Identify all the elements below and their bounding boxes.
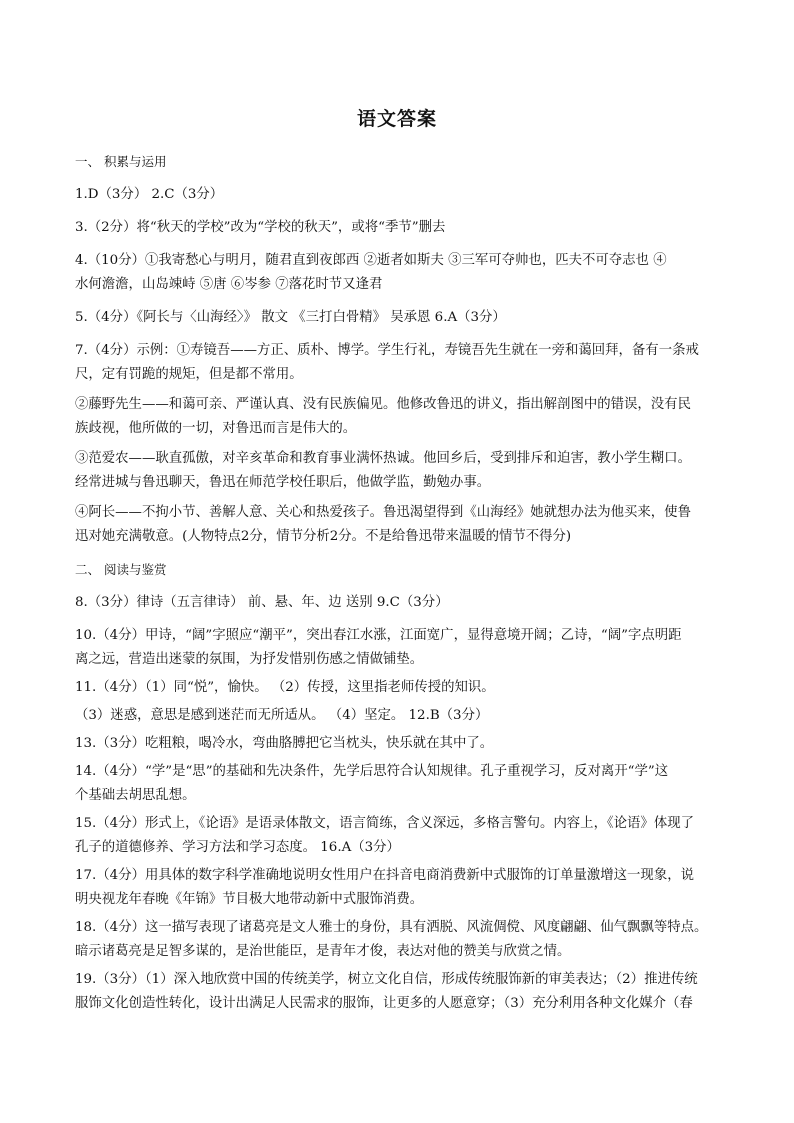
answer-line: 迅对她充满敬意。(人物特点2分，情节分析2分。不是给鲁迅带来温暖的情节不得分): [75, 529, 572, 544]
answer-line: 明央视龙年春晚《年锦》节目极大地带动新中式服饰消费。: [75, 892, 424, 907]
answer-line: 7.（4分）示例：①寿镜吾——方正、质朴、博学。学生行礼，寿镜吾先生就在一旁和蔼回拜，备有一条戒: [75, 343, 699, 358]
answer-line: ④阿长——不拘小节、善解人意、关心和热爱孩子。鲁迅渴望得到《山海经》她就想办法为他买来，使鲁: [75, 505, 691, 520]
answer-line: 1.D（3分） 2.C（3分）: [75, 187, 224, 202]
answer-line: 10.（4分）甲诗，“阔”字照应“潮平”，突出春江水涨，江面宽广，显得意境开阔；乙诗，“阔”字点明距: [75, 628, 682, 643]
page-title: 语文答案: [356, 108, 437, 130]
answer-line: 个基础去胡思乱想。: [75, 788, 196, 803]
answer-line: 18.（4分）这一描写表现了诸葛亮是文人雅士的身份，具有洒脱、风流倜傥、风度翩翩、仙气飘飘等特点。: [75, 920, 708, 935]
answer-line: 19.（3分）（1）深入地欣赏中国的传统美学，树立文化自信，形成传统服饰新的审美表达；（2）推进传统: [75, 972, 698, 987]
answer-line: 暗示诸葛亮是足智多谋的，是治世能臣，是青年才俊，表达对他的赞美与欣赏之情。: [75, 944, 571, 959]
answer-line: 水何澹澹，山岛竦峙 ⑤唐 ⑥岑参 ⑦落花时节又逢君: [75, 277, 383, 292]
answer-line: 14.（4分）“学”是“思”的基础和先决条件，先学后思符合认知规律。孔子重视学习，反对离开“学”这: [75, 764, 669, 779]
answer-line: 5.（4分）《阿长与〈山海经〉》 散文 《三打白骨精》 吴承恩 6.A（3分）: [75, 310, 506, 325]
answer-line: 4.（10分）①我寄愁心与明月，随君直到夜郎西 ②逝者如斯夫 ③三军可夺帅也，匹夫不可夺志也 ④: [75, 253, 667, 268]
answer-line: 17.（4分）用具体的数字科学准确地说明女性用户在抖音电商消费新中式服饰的订单量激增这一现象，说: [75, 868, 694, 883]
answer-line: 孔子的道德修养、学习方法和学习态度。 16.A（3分）: [75, 840, 400, 855]
answer-line: 尺，定有罚跪的规矩，但是都不常用。: [75, 367, 303, 382]
answer-line: 3.（2分）将“秋天的学校”改为“学校的秋天”，或将“季节”删去: [75, 220, 446, 235]
answer-line: 15.（4分）形式上，《论语》是语录体散文，语言简练，含义深远，多格言警句。内容上，《论语》体现了: [75, 816, 694, 831]
answer-line: 8.（3分）律诗（五言律诗） 前、悬、年、边 送别 9.C（3分）: [75, 595, 449, 610]
answer-line: ③范爱农——耿直孤傲，对辛亥革命和教育事业满怀热诚。他回乡后，受到排斥和迫害，教小学生糊口。: [75, 451, 691, 466]
answer-line: 13.（3分）吃粗粮，喝冷水，弯曲胳膊把它当枕头，快乐就在其中了。: [75, 736, 494, 751]
answer-content: [75, 150, 725, 1016]
answer-line: 离之远，营造出迷蒙的氛围，为抒发惜别伤感之情做铺垫。: [75, 652, 424, 667]
answer-line: ②藤野先生——和蔼可亲、严谨认真、没有民族偏见。他修改鲁迅的讲义，指出解剖图中的错误，没有民: [75, 397, 691, 412]
section-heading: 一、 积累与运用: [75, 154, 167, 169]
answer-line: 11.（4分）（1）同“悦”，愉快。 （2）传授，这里指老师传授的知识。: [75, 680, 495, 695]
section-heading: 二、 阅读与鉴赏: [75, 562, 167, 577]
answer-line: 族歧视，他所做的一切，对鲁迅而言是伟大的。: [75, 421, 357, 436]
answer-line: 经常进城与鲁迅聊天，鲁迅在师范学校任职后，他做学监，勤勉办事。: [75, 475, 491, 490]
answer-line: 服饰文化创造性转化，设计出满足人民需求的服饰，让更多的人愿意穿；（3）充分利用各种文化媒介（春: [75, 996, 693, 1011]
answer-line: （3）迷惑，意思是感到迷茫而无所适从。 （4）坚定。 12.B（3分）: [75, 708, 489, 723]
